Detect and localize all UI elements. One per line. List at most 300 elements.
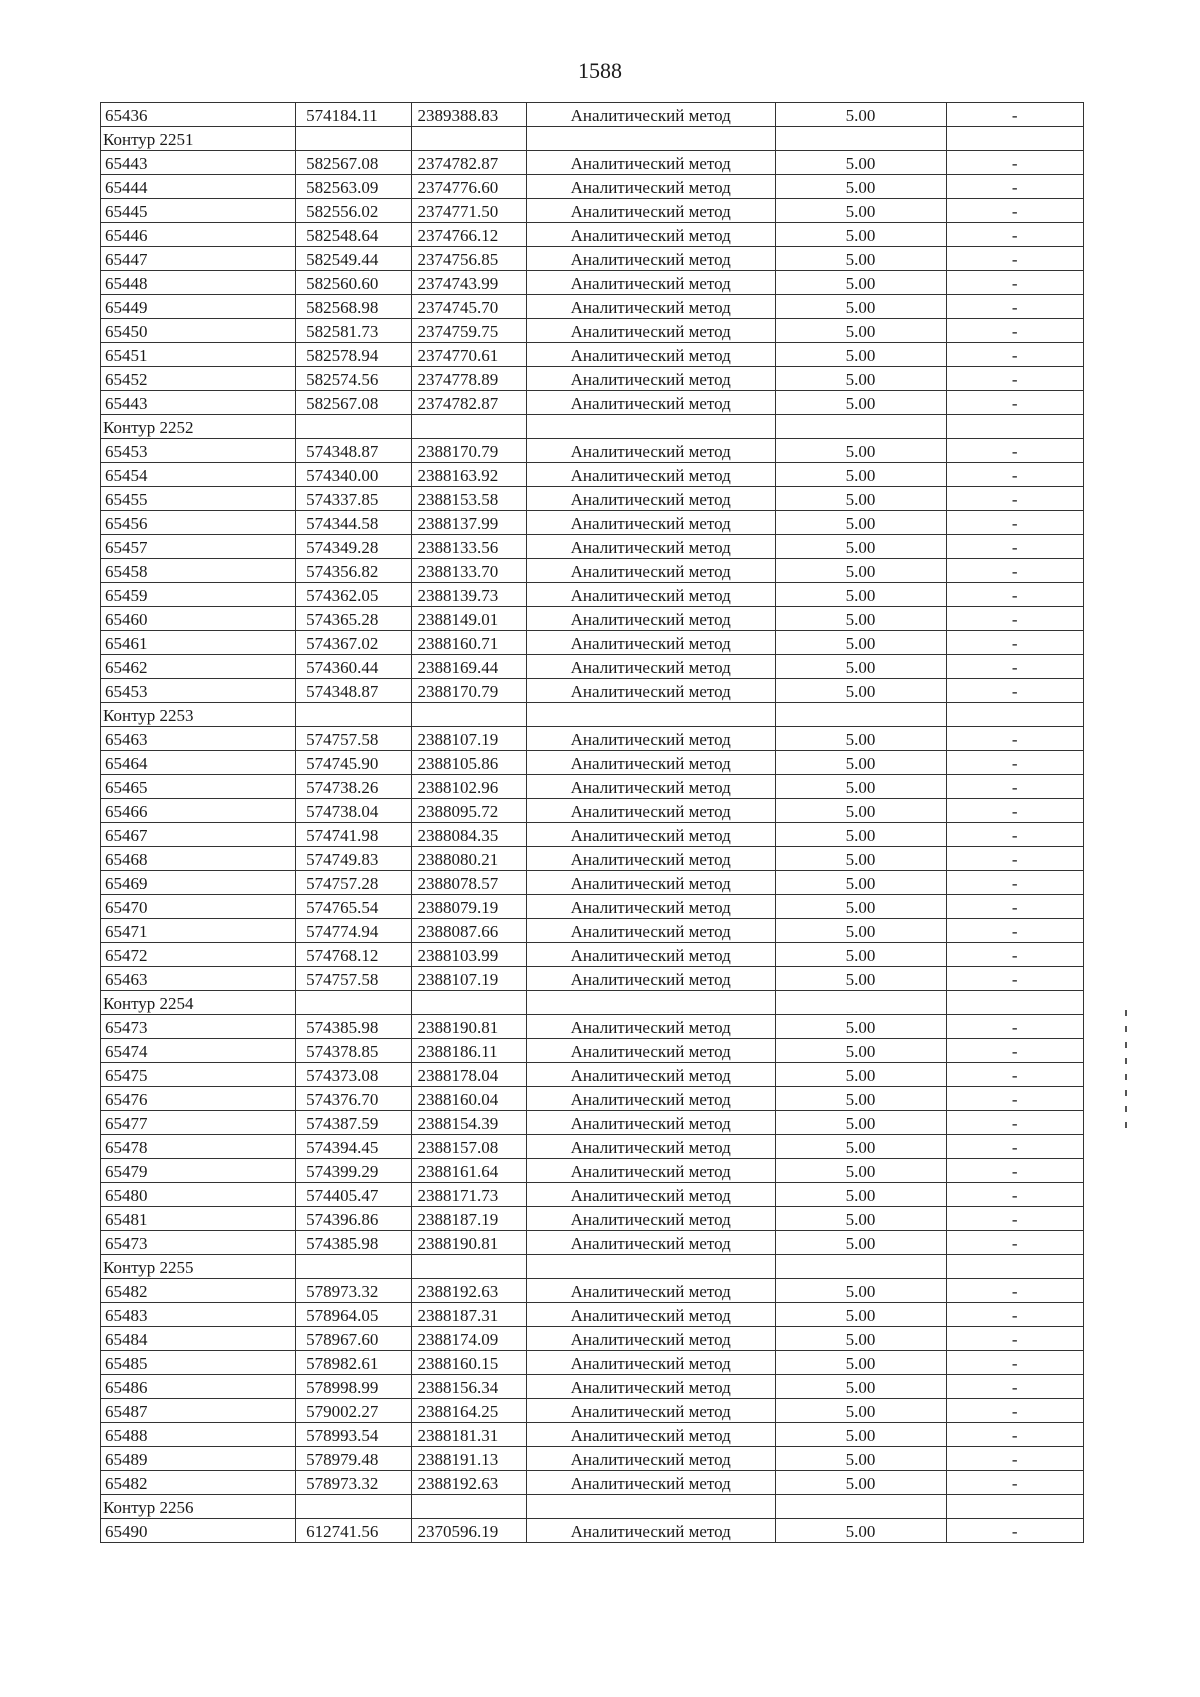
table-row	[101, 1279, 1084, 1303]
table-row	[101, 1207, 1084, 1231]
table-row	[101, 247, 1084, 271]
method-cell: Аналитический метод	[526, 439, 775, 463]
error-cell: 5.00	[775, 295, 946, 319]
error-cell: 5.00	[775, 1111, 946, 1135]
point-id-cell: 65472	[101, 943, 296, 967]
x-coordinate-cell: 574376.70	[296, 1087, 411, 1111]
x-coordinate-cell: 574738.04	[296, 799, 411, 823]
x-coordinate-cell: 574356.82	[296, 559, 411, 583]
x-coordinate-cell: 582556.02	[296, 199, 411, 223]
contour-header-row	[101, 1255, 1084, 1279]
y-coordinate-cell: 2388084.35	[411, 823, 526, 847]
error-cell: 5.00	[775, 679, 946, 703]
y-coordinate-cell: 2388171.73	[411, 1183, 526, 1207]
y-coordinate-cell: 2388149.01	[411, 607, 526, 631]
method-cell: Аналитический метод	[526, 607, 775, 631]
note-cell: -	[946, 1375, 1083, 1399]
empty-cell	[526, 991, 775, 1015]
note-cell: -	[946, 367, 1083, 391]
method-cell: Аналитический метод	[526, 967, 775, 991]
x-coordinate-cell: 574184.11	[296, 103, 411, 127]
method-cell: Аналитический метод	[526, 1183, 775, 1207]
method-cell: Аналитический метод	[526, 1039, 775, 1063]
note-cell: -	[946, 727, 1083, 751]
note-cell: -	[946, 463, 1083, 487]
error-cell: 5.00	[775, 1471, 946, 1495]
note-cell: -	[946, 1279, 1083, 1303]
point-id-cell: 65447	[101, 247, 296, 271]
method-cell: Аналитический метод	[526, 631, 775, 655]
contour-label: Контур 2255	[101, 1255, 296, 1279]
error-cell: 5.00	[775, 1087, 946, 1111]
point-id-cell: 65436	[101, 103, 296, 127]
x-coordinate-cell: 574757.28	[296, 871, 411, 895]
method-cell: Аналитический метод	[526, 871, 775, 895]
coordinates-table	[100, 102, 1084, 1543]
contour-label: Контур 2253	[101, 703, 296, 727]
x-coordinate-cell: 574367.02	[296, 631, 411, 655]
method-cell: Аналитический метод	[526, 295, 775, 319]
x-coordinate-cell: 574768.12	[296, 943, 411, 967]
y-coordinate-cell: 2388139.73	[411, 583, 526, 607]
x-coordinate-cell: 574387.59	[296, 1111, 411, 1135]
y-coordinate-cell: 2370596.19	[411, 1519, 526, 1543]
table-row	[101, 511, 1084, 535]
y-coordinate-cell: 2374756.85	[411, 247, 526, 271]
error-cell: 5.00	[775, 1303, 946, 1327]
x-coordinate-cell: 574385.98	[296, 1231, 411, 1255]
x-coordinate-cell: 578993.54	[296, 1423, 411, 1447]
point-id-cell: 65481	[101, 1207, 296, 1231]
table-row	[101, 319, 1084, 343]
error-cell: 5.00	[775, 103, 946, 127]
table-row	[101, 1135, 1084, 1159]
method-cell: Аналитический метод	[526, 391, 775, 415]
point-id-cell: 65476	[101, 1087, 296, 1111]
method-cell: Аналитический метод	[526, 727, 775, 751]
x-coordinate-cell: 578982.61	[296, 1351, 411, 1375]
table-row	[101, 679, 1084, 703]
method-cell: Аналитический метод	[526, 919, 775, 943]
empty-cell	[296, 415, 411, 439]
note-cell: -	[946, 103, 1083, 127]
point-id-cell: 65460	[101, 607, 296, 631]
note-cell: -	[946, 775, 1083, 799]
x-coordinate-cell: 582574.56	[296, 367, 411, 391]
point-id-cell: 65467	[101, 823, 296, 847]
error-cell: 5.00	[775, 439, 946, 463]
x-coordinate-cell: 582568.98	[296, 295, 411, 319]
x-coordinate-cell: 574348.87	[296, 679, 411, 703]
note-cell: -	[946, 439, 1083, 463]
note-cell: -	[946, 631, 1083, 655]
point-id-cell: 65477	[101, 1111, 296, 1135]
point-id-cell: 65474	[101, 1039, 296, 1063]
point-id-cell: 65482	[101, 1279, 296, 1303]
contour-label: Контур 2254	[101, 991, 296, 1015]
contour-label: Контур 2256	[101, 1495, 296, 1519]
note-cell: -	[946, 1447, 1083, 1471]
y-coordinate-cell: 2374771.50	[411, 199, 526, 223]
method-cell: Аналитический метод	[526, 1327, 775, 1351]
empty-cell	[775, 991, 946, 1015]
table-row	[101, 1039, 1084, 1063]
page-number: 1588	[578, 58, 622, 83]
point-id-cell: 65489	[101, 1447, 296, 1471]
empty-cell	[946, 991, 1083, 1015]
table-row	[101, 367, 1084, 391]
method-cell: Аналитический метод	[526, 103, 775, 127]
empty-cell	[526, 1495, 775, 1519]
empty-cell	[775, 1255, 946, 1279]
y-coordinate-cell: 2388087.66	[411, 919, 526, 943]
y-coordinate-cell: 2388156.34	[411, 1375, 526, 1399]
point-id-cell: 65470	[101, 895, 296, 919]
note-cell: -	[946, 151, 1083, 175]
method-cell: Аналитический метод	[526, 1471, 775, 1495]
point-id-cell: 65457	[101, 535, 296, 559]
note-cell: -	[946, 1327, 1083, 1351]
point-id-cell: 65443	[101, 391, 296, 415]
point-id-cell: 65487	[101, 1399, 296, 1423]
y-coordinate-cell: 2374766.12	[411, 223, 526, 247]
note-cell: -	[946, 1303, 1083, 1327]
note-cell: -	[946, 823, 1083, 847]
point-id-cell: 65464	[101, 751, 296, 775]
table-row	[101, 1423, 1084, 1447]
x-coordinate-cell: 574745.90	[296, 751, 411, 775]
y-coordinate-cell: 2374745.70	[411, 295, 526, 319]
x-coordinate-cell: 578967.60	[296, 1327, 411, 1351]
empty-cell	[296, 991, 411, 1015]
error-cell: 5.00	[775, 271, 946, 295]
point-id-cell: 65469	[101, 871, 296, 895]
point-id-cell: 65445	[101, 199, 296, 223]
table-row	[101, 1471, 1084, 1495]
y-coordinate-cell: 2388133.70	[411, 559, 526, 583]
error-cell: 5.00	[775, 871, 946, 895]
point-id-cell: 65444	[101, 175, 296, 199]
error-cell: 5.00	[775, 343, 946, 367]
x-coordinate-cell: 574765.54	[296, 895, 411, 919]
x-coordinate-cell: 574378.85	[296, 1039, 411, 1063]
note-cell: -	[946, 199, 1083, 223]
empty-cell	[526, 1255, 775, 1279]
point-id-cell: 65446	[101, 223, 296, 247]
y-coordinate-cell: 2374782.87	[411, 151, 526, 175]
note-cell: -	[946, 607, 1083, 631]
empty-cell	[296, 703, 411, 727]
y-coordinate-cell: 2388163.92	[411, 463, 526, 487]
x-coordinate-cell: 574741.98	[296, 823, 411, 847]
method-cell: Аналитический метод	[526, 895, 775, 919]
x-coordinate-cell: 574349.28	[296, 535, 411, 559]
point-id-cell: 65468	[101, 847, 296, 871]
method-cell: Аналитический метод	[526, 799, 775, 823]
table-row	[101, 967, 1084, 991]
point-id-cell: 65454	[101, 463, 296, 487]
note-cell: -	[946, 1183, 1083, 1207]
x-coordinate-cell: 574757.58	[296, 967, 411, 991]
point-id-cell: 65458	[101, 559, 296, 583]
table-row	[101, 799, 1084, 823]
method-cell: Аналитический метод	[526, 1351, 775, 1375]
empty-cell	[296, 127, 411, 151]
y-coordinate-cell: 2388160.15	[411, 1351, 526, 1375]
error-cell: 5.00	[775, 1063, 946, 1087]
table-row	[101, 631, 1084, 655]
x-coordinate-cell: 578973.32	[296, 1471, 411, 1495]
empty-cell	[296, 1255, 411, 1279]
y-coordinate-cell: 2388190.81	[411, 1231, 526, 1255]
x-coordinate-cell: 578979.48	[296, 1447, 411, 1471]
note-cell: -	[946, 967, 1083, 991]
y-coordinate-cell: 2388105.86	[411, 751, 526, 775]
y-coordinate-cell: 2374770.61	[411, 343, 526, 367]
error-cell: 5.00	[775, 1423, 946, 1447]
note-cell: -	[946, 1087, 1083, 1111]
point-id-cell: 65490	[101, 1519, 296, 1543]
note-cell: -	[946, 1351, 1083, 1375]
note-cell: -	[946, 1063, 1083, 1087]
table-row	[101, 1327, 1084, 1351]
method-cell: Аналитический метод	[526, 1159, 775, 1183]
note-cell: -	[946, 271, 1083, 295]
x-coordinate-cell: 582549.44	[296, 247, 411, 271]
x-coordinate-cell: 582548.64	[296, 223, 411, 247]
point-id-cell: 65473	[101, 1231, 296, 1255]
note-cell: -	[946, 655, 1083, 679]
empty-cell	[411, 1495, 526, 1519]
contour-header-row	[101, 127, 1084, 151]
table-row	[101, 1111, 1084, 1135]
method-cell: Аналитический метод	[526, 1207, 775, 1231]
table-row	[101, 823, 1084, 847]
table-row	[101, 175, 1084, 199]
x-coordinate-cell: 574385.98	[296, 1015, 411, 1039]
y-coordinate-cell: 2388174.09	[411, 1327, 526, 1351]
note-cell: -	[946, 295, 1083, 319]
note-cell: -	[946, 1231, 1083, 1255]
error-cell: 5.00	[775, 151, 946, 175]
y-coordinate-cell: 2388102.96	[411, 775, 526, 799]
error-cell: 5.00	[775, 919, 946, 943]
note-cell: -	[946, 319, 1083, 343]
note-cell: -	[946, 799, 1083, 823]
method-cell: Аналитический метод	[526, 751, 775, 775]
y-coordinate-cell: 2388170.79	[411, 679, 526, 703]
point-id-cell: 65478	[101, 1135, 296, 1159]
x-coordinate-cell: 574399.29	[296, 1159, 411, 1183]
note-cell: -	[946, 1471, 1083, 1495]
empty-cell	[946, 1255, 1083, 1279]
table-row	[101, 103, 1084, 127]
point-id-cell: 65484	[101, 1327, 296, 1351]
method-cell: Аналитический метод	[526, 679, 775, 703]
method-cell: Аналитический метод	[526, 199, 775, 223]
point-id-cell: 65456	[101, 511, 296, 535]
error-cell: 5.00	[775, 1399, 946, 1423]
table-row	[101, 391, 1084, 415]
table-row	[101, 199, 1084, 223]
x-coordinate-cell: 582560.60	[296, 271, 411, 295]
method-cell: Аналитический метод	[526, 1423, 775, 1447]
y-coordinate-cell: 2388169.44	[411, 655, 526, 679]
error-cell: 5.00	[775, 319, 946, 343]
table-row	[101, 919, 1084, 943]
empty-cell	[411, 127, 526, 151]
note-cell: -	[946, 559, 1083, 583]
point-id-cell: 65462	[101, 655, 296, 679]
table-row	[101, 535, 1084, 559]
method-cell: Аналитический метод	[526, 1447, 775, 1471]
empty-cell	[411, 991, 526, 1015]
x-coordinate-cell: 574348.87	[296, 439, 411, 463]
x-coordinate-cell: 574774.94	[296, 919, 411, 943]
x-coordinate-cell: 582567.08	[296, 391, 411, 415]
scan-edge-marks	[1124, 1010, 1128, 1150]
x-coordinate-cell: 574757.58	[296, 727, 411, 751]
table-row	[101, 1015, 1084, 1039]
error-cell: 5.00	[775, 823, 946, 847]
y-coordinate-cell: 2388190.81	[411, 1015, 526, 1039]
table-row	[101, 655, 1084, 679]
point-id-cell: 65450	[101, 319, 296, 343]
table-row	[101, 295, 1084, 319]
empty-cell	[411, 1255, 526, 1279]
x-coordinate-cell: 582578.94	[296, 343, 411, 367]
y-coordinate-cell: 2388103.99	[411, 943, 526, 967]
error-cell: 5.00	[775, 1351, 946, 1375]
point-id-cell: 65466	[101, 799, 296, 823]
note-cell: -	[946, 247, 1083, 271]
table-row	[101, 775, 1084, 799]
error-cell: 5.00	[775, 1135, 946, 1159]
note-cell: -	[946, 1519, 1083, 1543]
coordinates-table-wrapper	[100, 102, 1084, 1543]
y-coordinate-cell: 2388192.63	[411, 1471, 526, 1495]
error-cell: 5.00	[775, 1159, 946, 1183]
note-cell: -	[946, 535, 1083, 559]
method-cell: Аналитический метод	[526, 463, 775, 487]
method-cell: Аналитический метод	[526, 823, 775, 847]
method-cell: Аналитический метод	[526, 535, 775, 559]
method-cell: Аналитический метод	[526, 175, 775, 199]
point-id-cell: 65459	[101, 583, 296, 607]
error-cell: 5.00	[775, 463, 946, 487]
method-cell: Аналитический метод	[526, 1087, 775, 1111]
note-cell: -	[946, 1135, 1083, 1159]
table-row	[101, 487, 1084, 511]
empty-cell	[775, 415, 946, 439]
point-id-cell: 65455	[101, 487, 296, 511]
note-cell: -	[946, 1159, 1083, 1183]
method-cell: Аналитический метод	[526, 223, 775, 247]
y-coordinate-cell: 2388178.04	[411, 1063, 526, 1087]
x-coordinate-cell: 582581.73	[296, 319, 411, 343]
point-id-cell: 65471	[101, 919, 296, 943]
point-id-cell: 65486	[101, 1375, 296, 1399]
note-cell: -	[946, 895, 1083, 919]
y-coordinate-cell: 2388161.64	[411, 1159, 526, 1183]
error-cell: 5.00	[775, 175, 946, 199]
y-coordinate-cell: 2388157.08	[411, 1135, 526, 1159]
y-coordinate-cell: 2374778.89	[411, 367, 526, 391]
method-cell: Аналитический метод	[526, 487, 775, 511]
note-cell: -	[946, 1111, 1083, 1135]
empty-cell	[946, 703, 1083, 727]
empty-cell	[526, 127, 775, 151]
x-coordinate-cell: 574749.83	[296, 847, 411, 871]
x-coordinate-cell: 574360.44	[296, 655, 411, 679]
method-cell: Аналитический метод	[526, 247, 775, 271]
error-cell: 5.00	[775, 199, 946, 223]
error-cell: 5.00	[775, 775, 946, 799]
y-coordinate-cell: 2388153.58	[411, 487, 526, 511]
x-coordinate-cell: 612741.56	[296, 1519, 411, 1543]
error-cell: 5.00	[775, 1327, 946, 1351]
y-coordinate-cell: 2388107.19	[411, 967, 526, 991]
x-coordinate-cell: 574738.26	[296, 775, 411, 799]
y-coordinate-cell: 2388078.57	[411, 871, 526, 895]
error-cell: 5.00	[775, 247, 946, 271]
method-cell: Аналитический метод	[526, 319, 775, 343]
x-coordinate-cell: 578998.99	[296, 1375, 411, 1399]
point-id-cell: 65451	[101, 343, 296, 367]
note-cell: -	[946, 1399, 1083, 1423]
contour-label: Контур 2251	[101, 127, 296, 151]
error-cell: 5.00	[775, 1015, 946, 1039]
method-cell: Аналитический метод	[526, 1519, 775, 1543]
x-coordinate-cell: 574344.58	[296, 511, 411, 535]
error-cell: 5.00	[775, 487, 946, 511]
x-coordinate-cell: 574405.47	[296, 1183, 411, 1207]
table-row	[101, 871, 1084, 895]
table-row	[101, 151, 1084, 175]
note-cell: -	[946, 1015, 1083, 1039]
note-cell: -	[946, 751, 1083, 775]
table-row	[101, 1519, 1084, 1543]
y-coordinate-cell: 2388187.31	[411, 1303, 526, 1327]
y-coordinate-cell: 2388170.79	[411, 439, 526, 463]
empty-cell	[946, 415, 1083, 439]
method-cell: Аналитический метод	[526, 583, 775, 607]
table-row	[101, 727, 1084, 751]
empty-cell	[526, 415, 775, 439]
contour-header-row	[101, 703, 1084, 727]
contour-header-row	[101, 415, 1084, 439]
y-coordinate-cell: 2374743.99	[411, 271, 526, 295]
note-cell: -	[946, 223, 1083, 247]
table-row	[101, 1231, 1084, 1255]
empty-cell	[946, 1495, 1083, 1519]
y-coordinate-cell: 2388181.31	[411, 1423, 526, 1447]
method-cell: Аналитический метод	[526, 1135, 775, 1159]
error-cell: 5.00	[775, 1183, 946, 1207]
x-coordinate-cell: 574396.86	[296, 1207, 411, 1231]
method-cell: Аналитический метод	[526, 1279, 775, 1303]
error-cell: 5.00	[775, 559, 946, 583]
method-cell: Аналитический метод	[526, 1399, 775, 1423]
y-coordinate-cell: 2388154.39	[411, 1111, 526, 1135]
note-cell: -	[946, 1423, 1083, 1447]
table-row	[101, 1087, 1084, 1111]
note-cell: -	[946, 391, 1083, 415]
y-coordinate-cell: 2388079.19	[411, 895, 526, 919]
note-cell: -	[946, 871, 1083, 895]
error-cell: 5.00	[775, 943, 946, 967]
error-cell: 5.00	[775, 1375, 946, 1399]
